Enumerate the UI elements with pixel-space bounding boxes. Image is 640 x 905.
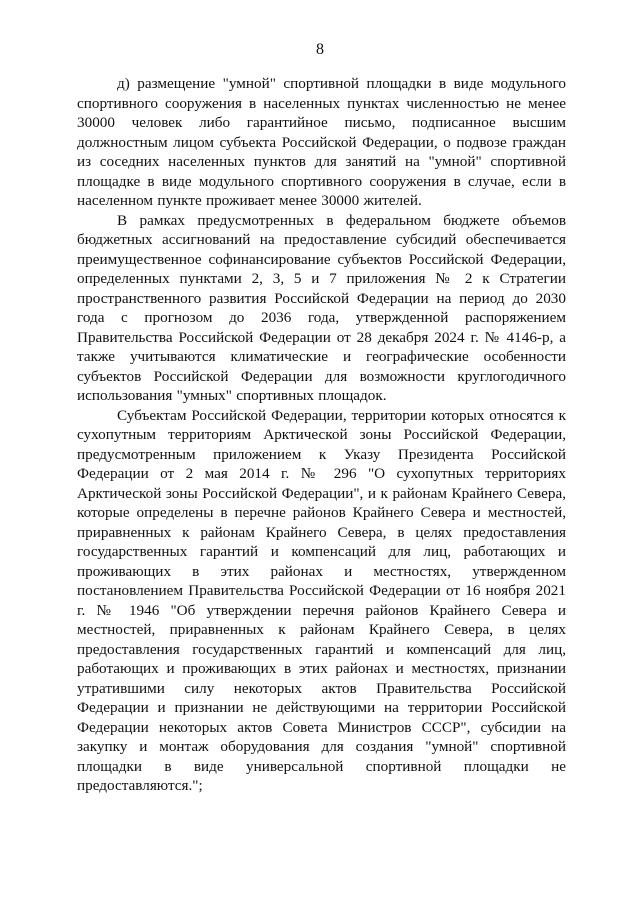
page-number: 8 [316, 41, 324, 58]
paragraph-cofinancing: В рамках предусмотренных в федеральном бюджете объемов бюджетных ассигнований на предоставление субсидий обеспечивается преимущественное софинансирование субъектов Российской Федерации, определенных пунктами 2, 3, 5 и 7 приложения № 2 к Стратегии пространственного развития Российской Федерации на период до 2030 года с прогнозом до 2036 года, утвержденной распоряжением Правительства Российской Федерации от 28 декабря 2024 г. № 4146-р, а также учитываются климатические и географические особенности субъектов Российской Федерации для возможности круглогодичного использования "умных" спортивных площадок. [77, 211, 566, 404]
document-body [77, 74, 566, 796]
paragraph-subitem-d: д) размещение "умной" спортивной площадки в виде модульного спортивного сооружения в населенных пунктах численностью не менее 30000 человек либо гарантийное письмо, подписанное высшим должностным лицом субъекта Российской Федерации, о подвозе граждан из соседних населенных пунктов для занятий на "умной" спортивной площадке в виде модульного спортивного сооружения в случае, если в населенном пункте проживает менее 30000 жителей. [77, 75, 566, 209]
paragraph-arctic-north: Субъектам Российской Федерации, территории которых относятся к сухопутным территориям Арктической зоны Российской Федерации, предусмотренным приложением к Указу Президента Российской Федерации от 2 мая 2014 г. № 296 "О сухопутных территориях Арктической зоны Российской Федерации", и к районам Крайнего Севера, которые определены в перечне районов Крайнего Севера и местностей, приравненных к районам Крайнего Севера, в целях предоставления государственных гарантий и компенсаций для лиц, работающих и проживающих в этих районах и местностях, утвержденном постановлением Правительства Российской Федерации от 16 ноября 2021 г. № 1946 "Об утверждении перечня районов Крайнего Севера и местностей, приравненных к районам Крайнего Севера, в целях предоставления государственных гарантий и компенсаций для лиц, работающих и проживающих в этих районах и местностях, признании утратившими силу некоторых актов Правительства Российской Федерации и признании не действующими на территории Российской Федерации некоторых актов Совета Министров СССР", субсидии на закупку и монтаж оборудования для создания "умной" спортивной площадки в виде универсальной спортивной площадки не предоставляются."; [77, 406, 566, 794]
